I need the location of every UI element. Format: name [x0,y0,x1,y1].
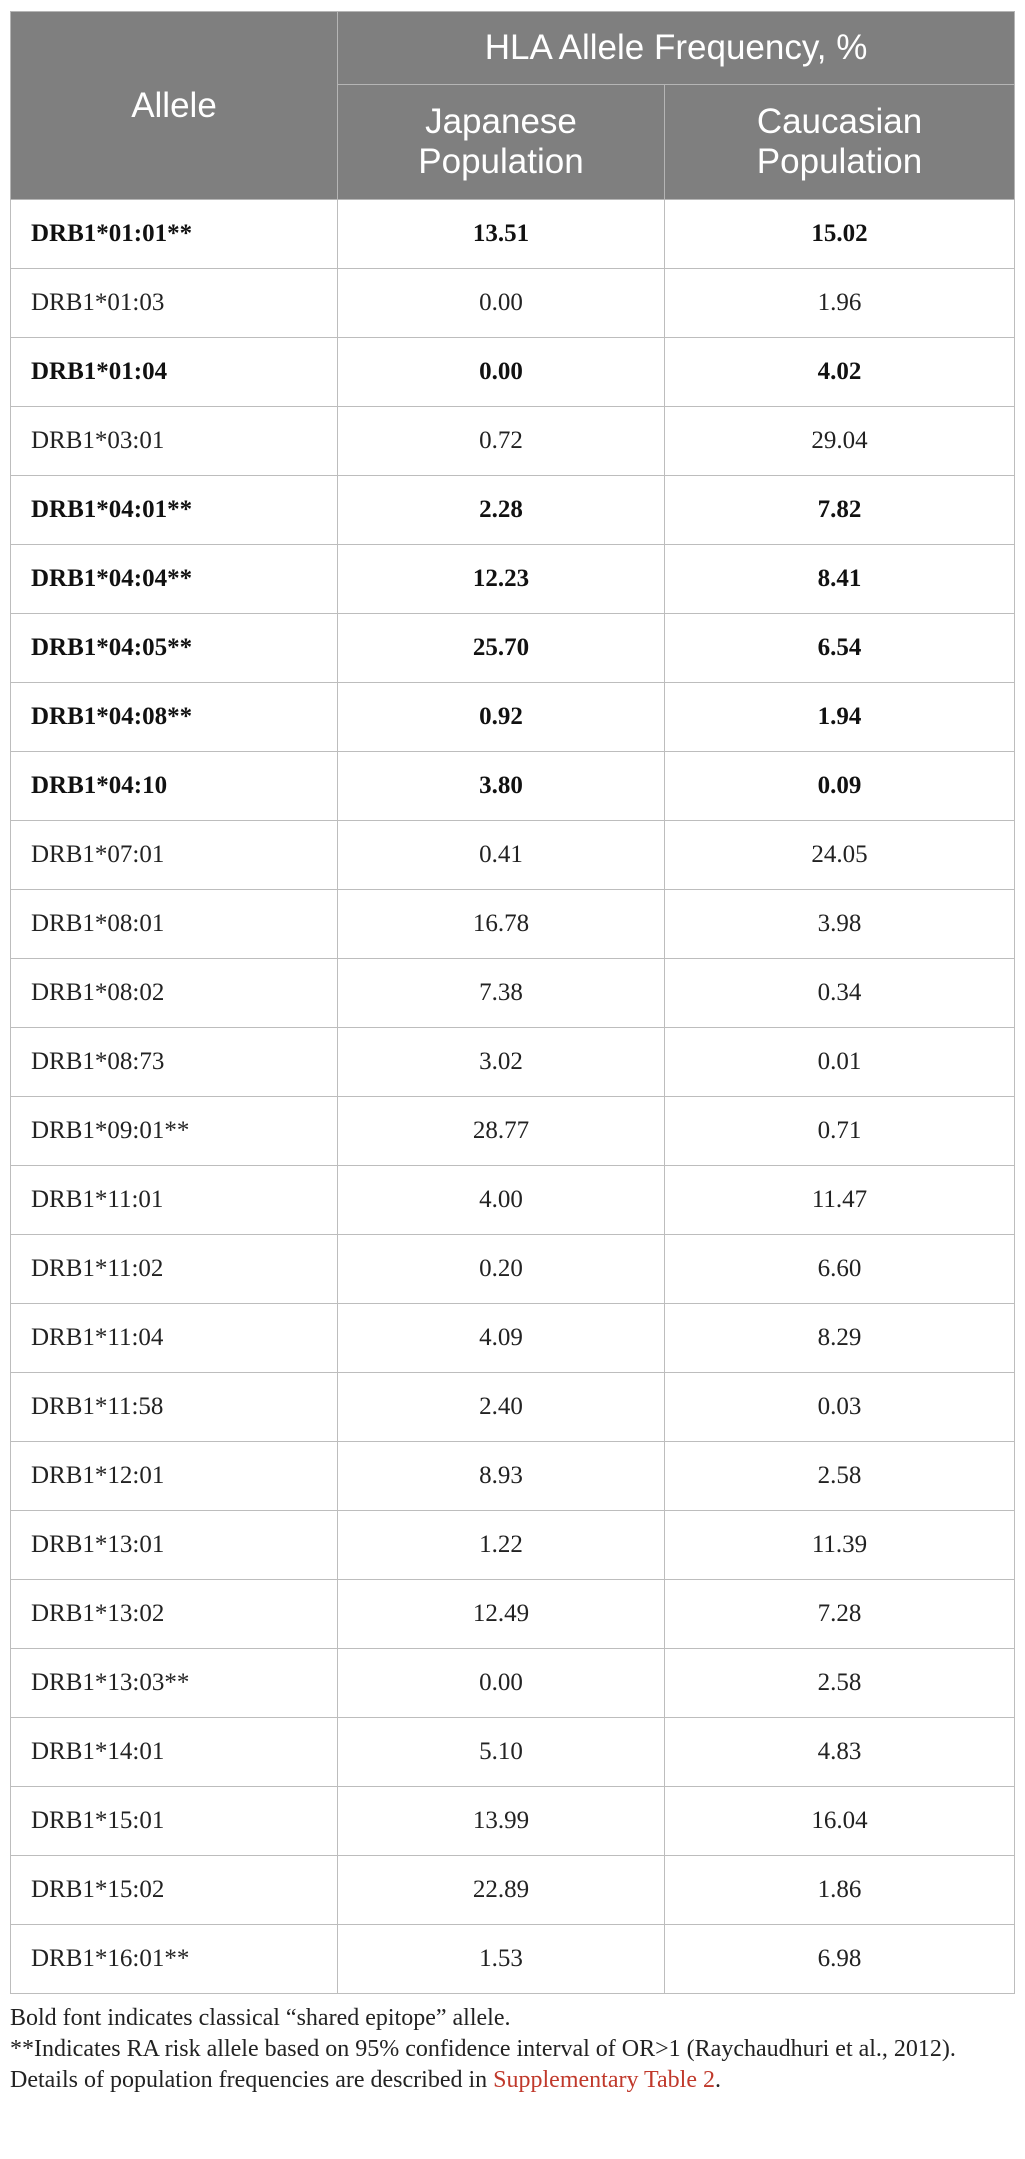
cell-japanese-frequency: 0.00 [338,338,665,407]
cell-caucasian-frequency: 11.47 [665,1166,1015,1235]
table-row [11,1787,1015,1856]
table-row [11,1028,1015,1097]
supplementary-table-link[interactable]: Supplementary Table 2 [493,2067,715,2093]
cell-caucasian-frequency: 0.03 [665,1373,1015,1442]
cell-japanese-frequency: 22.89 [338,1856,665,1925]
cell-caucasian-frequency: 4.83 [665,1718,1015,1787]
cell-caucasian-frequency: 6.98 [665,1925,1015,1994]
table-row [11,959,1015,1028]
table-row [11,1304,1015,1373]
cell-japanese-frequency: 13.99 [338,1787,665,1856]
cell-allele: DRB1*07:01 [11,821,338,890]
cell-allele: DRB1*01:01** [11,200,338,269]
cell-caucasian-frequency: 6.54 [665,614,1015,683]
footnote-details-text: Details of population frequencies are described in [10,2067,494,2093]
cell-caucasian-frequency: 0.71 [665,1097,1015,1166]
cell-japanese-frequency: 0.72 [338,407,665,476]
cell-caucasian-frequency: 3.98 [665,890,1015,959]
cell-allele: DRB1*09:01** [11,1097,338,1166]
table-row [11,476,1015,545]
cell-allele: DRB1*04:10 [11,752,338,821]
footnote-shared-epitope: Bold font indicates classical “shared epitope” allele. [10,2005,511,2031]
cell-allele: DRB1*11:02 [11,1235,338,1304]
header-japanese-population: Japanese Population [338,85,665,200]
table-body [11,200,1015,1994]
footnote-details-period: . [714,2067,721,2093]
cell-allele: DRB1*04:05** [11,614,338,683]
cell-caucasian-frequency: 29.04 [665,407,1015,476]
cell-japanese-frequency: 12.23 [338,545,665,614]
table-row [11,1580,1015,1649]
cell-japanese-frequency: 25.70 [338,614,665,683]
cell-japanese-frequency: 28.77 [338,1097,665,1166]
table-row [11,614,1015,683]
header-caucasian-population: Caucasian Population [665,85,1015,200]
cell-allele: DRB1*08:01 [11,890,338,959]
cell-caucasian-frequency: 0.34 [665,959,1015,1028]
cell-allele: DRB1*13:01 [11,1511,338,1580]
cell-caucasian-frequency: 15.02 [665,200,1015,269]
table-row [11,545,1015,614]
cell-allele: DRB1*12:01 [11,1442,338,1511]
table-row [11,821,1015,890]
cell-japanese-frequency: 4.09 [338,1304,665,1373]
cell-allele: DRB1*13:02 [11,1580,338,1649]
cell-japanese-frequency: 16.78 [338,890,665,959]
table-row [11,1373,1015,1442]
cell-japanese-frequency: 7.38 [338,959,665,1028]
cell-allele: DRB1*08:73 [11,1028,338,1097]
table-row [11,1925,1015,1994]
header-allele: Allele [11,12,338,200]
cell-japanese-frequency: 4.00 [338,1166,665,1235]
table-row [11,1718,1015,1787]
cell-japanese-frequency: 8.93 [338,1442,665,1511]
cell-caucasian-frequency: 2.58 [665,1442,1015,1511]
cell-japanese-frequency: 1.53 [338,1925,665,1994]
cell-japanese-frequency: 13.51 [338,200,665,269]
header-frequency-group: HLA Allele Frequency, % [338,12,1015,85]
footnote-risk-allele: **Indicates RA risk allele based on 95% confidence interval of OR>1 (Raychaudhuri et al., 2012). [10,2036,956,2062]
cell-japanese-frequency: 0.20 [338,1235,665,1304]
cell-allele: DRB1*11:58 [11,1373,338,1442]
table-row [11,338,1015,407]
cell-japanese-frequency: 12.49 [338,1580,665,1649]
cell-caucasian-frequency: 1.96 [665,269,1015,338]
cell-allele: DRB1*11:01 [11,1166,338,1235]
cell-allele: DRB1*04:04** [11,545,338,614]
cell-japanese-frequency: 5.10 [338,1718,665,1787]
cell-allele: DRB1*03:01 [11,407,338,476]
cell-caucasian-frequency: 0.01 [665,1028,1015,1097]
allele-frequency-table [10,11,1015,1994]
table-row [11,200,1015,269]
cell-allele: DRB1*16:01** [11,1925,338,1994]
cell-allele: DRB1*15:01 [11,1787,338,1856]
cell-allele: DRB1*04:08** [11,683,338,752]
table-row [11,1442,1015,1511]
table-row [11,1511,1015,1580]
table-row [11,1097,1015,1166]
cell-caucasian-frequency: 1.86 [665,1856,1015,1925]
table-row [11,752,1015,821]
table-row [11,1166,1015,1235]
cell-allele: DRB1*15:02 [11,1856,338,1925]
table-row [11,269,1015,338]
cell-allele: DRB1*08:02 [11,959,338,1028]
cell-japanese-frequency: 3.02 [338,1028,665,1097]
cell-japanese-frequency: 1.22 [338,1511,665,1580]
cell-allele: DRB1*11:04 [11,1304,338,1373]
cell-caucasian-frequency: 6.60 [665,1235,1015,1304]
cell-caucasian-frequency: 2.58 [665,1649,1015,1718]
cell-japanese-frequency: 2.40 [338,1373,665,1442]
cell-japanese-frequency: 0.00 [338,269,665,338]
table-footnotes [10,2003,1014,2096]
cell-caucasian-frequency: 16.04 [665,1787,1015,1856]
cell-caucasian-frequency: 7.82 [665,476,1015,545]
cell-allele: DRB1*04:01** [11,476,338,545]
cell-japanese-frequency: 0.00 [338,1649,665,1718]
table-header [11,12,1015,200]
cell-caucasian-frequency: 8.41 [665,545,1015,614]
cell-caucasian-frequency: 1.94 [665,683,1015,752]
table-row [11,683,1015,752]
cell-caucasian-frequency: 4.02 [665,338,1015,407]
table-row [11,1649,1015,1718]
cell-japanese-frequency: 2.28 [338,476,665,545]
cell-caucasian-frequency: 7.28 [665,1580,1015,1649]
cell-allele: DRB1*14:01 [11,1718,338,1787]
cell-japanese-frequency: 0.92 [338,683,665,752]
table-row [11,1235,1015,1304]
footnote-details [10,2065,1014,2096]
cell-caucasian-frequency: 24.05 [665,821,1015,890]
cell-caucasian-frequency: 11.39 [665,1511,1015,1580]
cell-japanese-frequency: 3.80 [338,752,665,821]
cell-allele: DRB1*01:03 [11,269,338,338]
table-row [11,890,1015,959]
cell-allele: DRB1*01:04 [11,338,338,407]
table-row [11,407,1015,476]
table-row [11,1856,1015,1925]
allele-frequency-table-container [10,11,1014,1994]
cell-japanese-frequency: 0.41 [338,821,665,890]
cell-caucasian-frequency: 8.29 [665,1304,1015,1373]
cell-caucasian-frequency: 0.09 [665,752,1015,821]
cell-allele: DRB1*13:03** [11,1649,338,1718]
